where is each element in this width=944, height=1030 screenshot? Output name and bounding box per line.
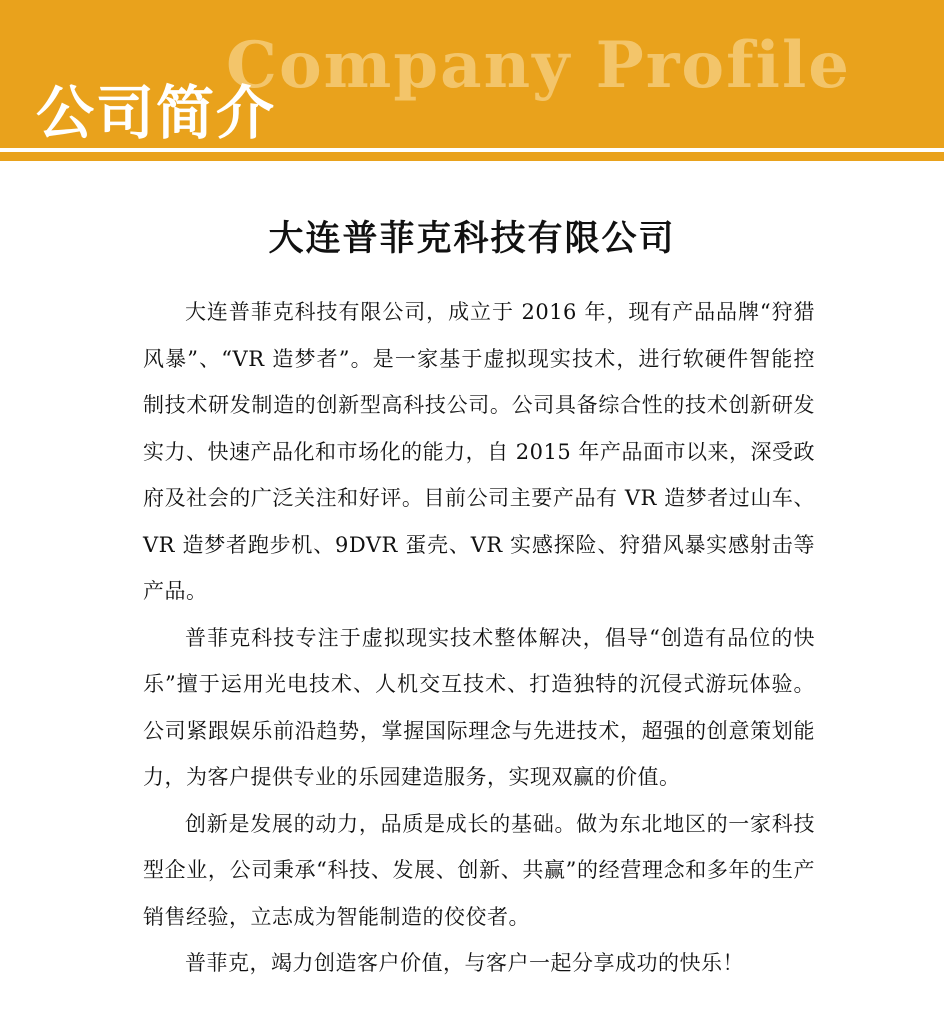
profile-paragraph-3: 创新是发展的动力，品质是成长的基础。做为东北地区的一家科技型企业，公司秉承“科技、发展、创新、共赢”的经营理念和多年的生产销售经验，立志成为智能制造的佼佼者。 bbox=[143, 811, 815, 929]
company-name-title: 大连普菲克科技有限公司 bbox=[268, 219, 676, 259]
header-banner bbox=[0, 0, 944, 148]
header-divider-gold bbox=[0, 152, 944, 161]
header-chinese-title: 公司简介 bbox=[36, 79, 277, 147]
profile-body bbox=[143, 289, 815, 987]
profile-paragraph-4: 普菲克，竭力创造客户价值，与客户一起分享成功的快乐！ bbox=[185, 951, 744, 975]
profile-paragraph-2: 普菲克科技专注于虚拟现实技术整体解决，倡导“创造有品位的快乐”擅于运用光电技术、人机交互技术、打造独特的沉侵式游玩体验。公司紧跟娱乐前沿趋势，掌握国际理念与先进技术，超强的创意策划能力，为客户提供专业的乐园建造服务，实现双赢的价值。 bbox=[143, 625, 815, 789]
profile-paragraph-1: 大连普菲克科技有限公司，成立于 2016 年，现有产品品牌“狩猎风暴”、“VR 造梦者”。是一家基于虚拟现实技术，进行软硬件智能控制技术研发制造的创新型高科技公司。公司具备综合性的技术创新研发实力、快速产品化和市场化的能力，自 2015 年产品面市以来，深受政府及社会的广泛关注和好评。目前公司主要产品有 VR 造梦者过山车、VR 造梦者跑步机、9DVR 蛋壳、VR 实感探险、狩猎风暴实感射击等产品。 bbox=[143, 300, 815, 603]
header-english-title: Company Profile bbox=[226, 28, 851, 103]
